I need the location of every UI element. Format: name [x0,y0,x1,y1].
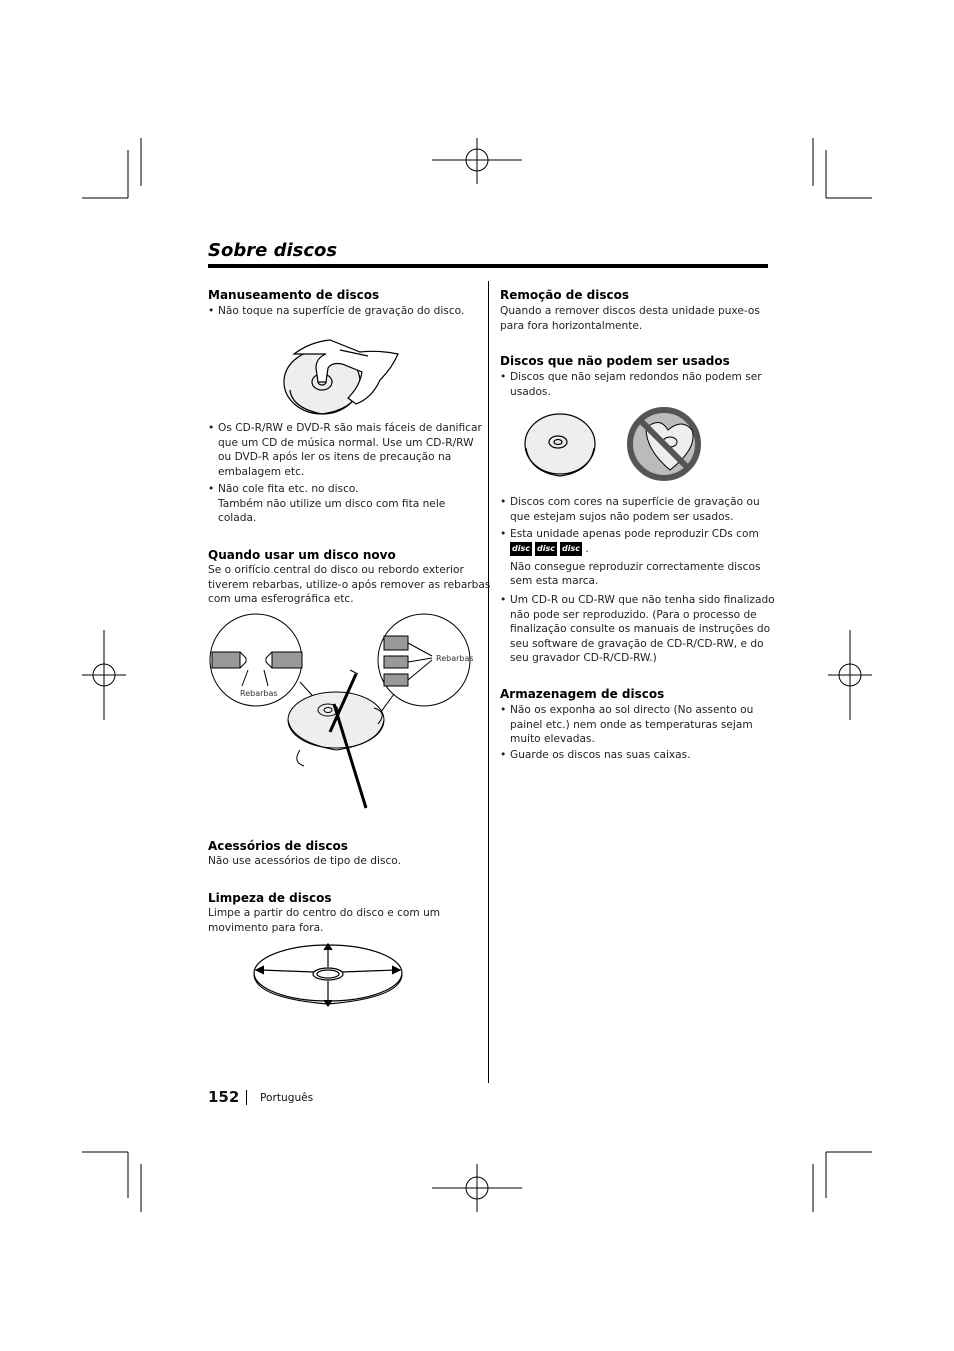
disc-cleaning-illustration [252,940,404,1010]
heading-handling: Manuseamento de discos [208,288,380,302]
column-divider [488,281,489,1083]
handling-bullet-3: • Não cole fita etc. no disco. Também não utilize um disco com fita nele colada. [208,482,445,526]
storage-bullet-2: • Guarde os discos nas suas caixas. [500,748,691,763]
unusable-bullet-4: • Um CD-R ou CD-RW que não tenha sido finalizado não pode ser reproduzido. (Para o processo de finalização consulte os manuais de instruções do seu software de gravação de CD-R/CD-RW, e do seu gravador CD-R/CD-RW.) [500,593,775,666]
burrs-label-left: Rebarbas [240,689,278,698]
heading-accessories: Acessórios de discos [208,839,348,853]
cd-logo-rewritable: disc [560,542,582,556]
burrs-label-right: Rebarbas [436,654,474,663]
removal-body: Quando a remover discos desta unidade puxe-os para fora horizontalmente. [500,305,760,332]
title-underline [208,264,768,268]
footer-language: Português [260,1092,314,1104]
unusable-discs-illustration [520,404,710,484]
hand-holding-disc-illustration [280,328,410,423]
prohibited-heart-disc [630,410,698,478]
page-title: Sobre discos [208,240,338,261]
heading-new-disc: Quando usar um disco novo [208,548,396,562]
cd-logo-recordable: disc [535,542,557,556]
storage-bullet-1: • Não os exponha ao sol directo (No assento ou painel etc.) nem onde as temperaturas sejam muito elevadas. [500,703,753,747]
page-number: 152 [208,1088,240,1106]
compact-disc-logos [510,542,582,556]
handling-bullet-2: • Os CD-R/RW e DVD-R são mais fáceis de danificar que um CD de música normal. Use um CD-R/RW ou DVD-R após ler os itens de precaução na embalagem etc. [208,421,482,479]
heading-cleaning: Limpeza de discos [208,891,332,905]
cd-logo-digital-audio: disc [510,542,532,556]
new-disc-body: Se o orifício central do disco ou rebordo exterior tiverem rebarbas, utilize-o após remover as rebarbas com uma esferográfica etc. [208,564,491,605]
burr-removal-illustration [208,612,478,812]
unusable-bullet-2: • Discos com cores na superfície de gravação ou que estejam sujos não podem ser usados. [500,495,760,524]
accessories-body: Não use acessórios de tipo de disco. [208,855,401,867]
unusable-bullet-3: • Esta unidade apenas pode reproduzir CDs com disc disc disc . Não consegue reproduzir correctamente discos sem esta marca. [500,527,760,589]
unusable-bullet-1: • Discos que não sejam redondos não podem ser usados. [500,370,762,399]
heading-storage: Armazenagem de discos [500,687,665,701]
handling-bullet-1: • Não toque na superfície de gravação do disco. [208,304,464,319]
footer-separator [246,1090,247,1105]
heading-removal: Remoção de discos [500,288,630,302]
cleaning-body: Limpe a partir do centro do disco e com um movimento para fora. [208,907,441,934]
heading-unusable: Discos que não podem ser usados [500,354,730,368]
